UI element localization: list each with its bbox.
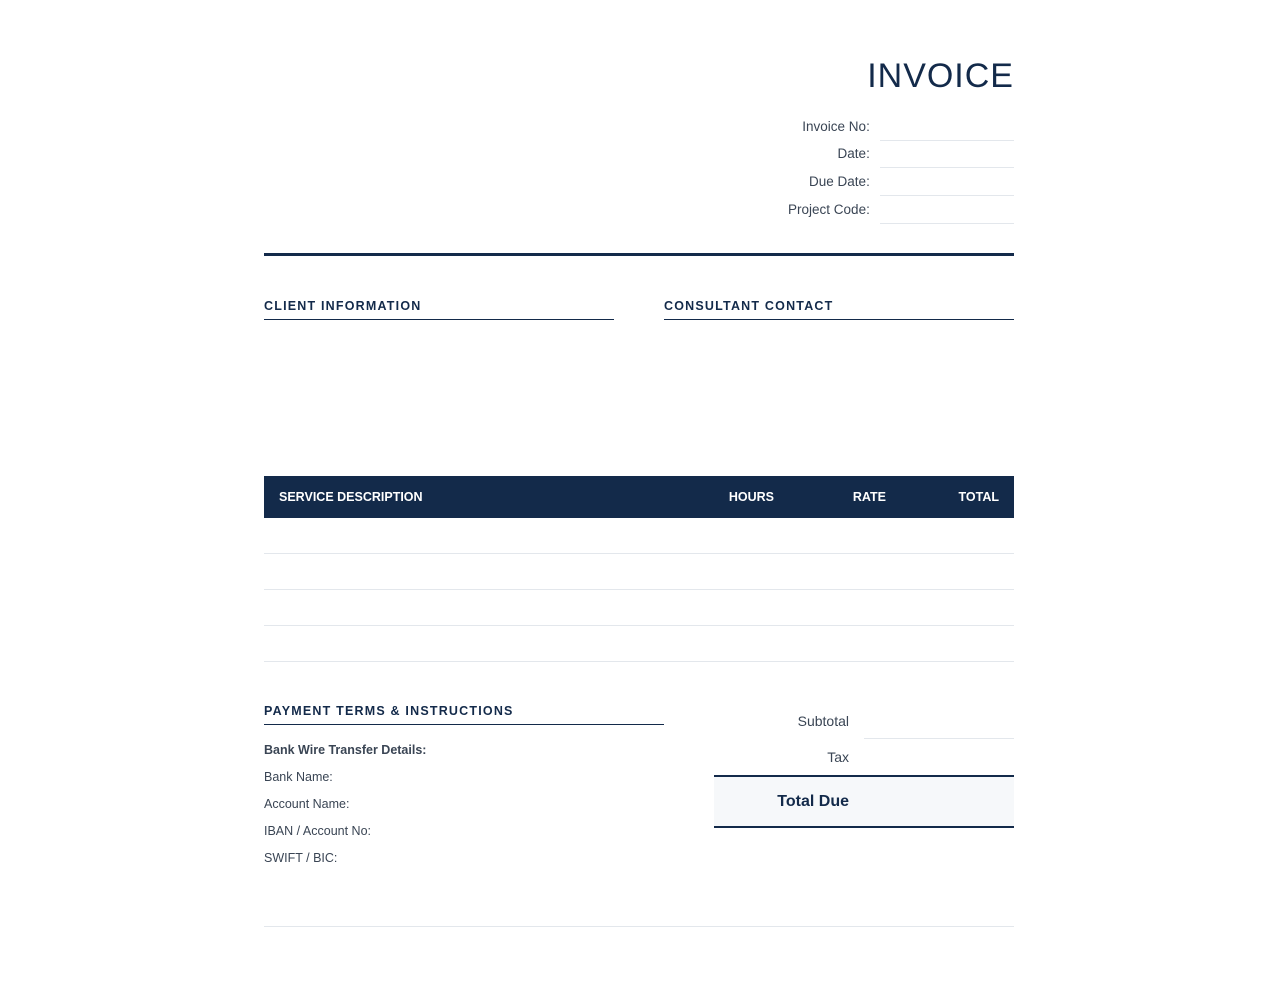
total-column-header: TOTAL [958,490,999,504]
service-description-column-header: SERVICE DESCRIPTION [279,490,423,504]
payment-terms-heading: PAYMENT TERMS & INSTRUCTIONS [264,704,664,725]
bank-wire-details [264,740,426,875]
invoice-no-label: Invoice No: [802,118,870,134]
swift-bic-label: SWIFT / BIC: [264,851,338,865]
date-field[interactable] [880,140,1014,168]
tax-row [714,739,1014,775]
invoice-page [264,0,1014,1002]
tax-label: Tax [827,749,849,765]
date-row [774,141,1014,169]
bank-wire-subheading: Bank Wire Transfer Details: [264,743,427,757]
table-row[interactable] [264,554,1014,590]
total-due-label: Total Due [777,792,849,810]
table-row[interactable] [264,518,1014,554]
service-table [264,476,1014,662]
invoice-title: INVOICE [867,57,1014,95]
invoice-no-row [774,113,1014,141]
date-label: Date: [837,146,870,162]
subtotal-row [714,703,1014,739]
bank-name-label: Bank Name: [264,770,333,784]
due-date-label: Due Date: [809,174,870,190]
subtotal-label: Subtotal [797,713,849,729]
client-information-heading: CLIENT INFORMATION [264,299,614,320]
tax-field[interactable] [864,740,1014,775]
iban-label: IBAN / Account No: [264,824,371,838]
consultant-contact-heading: CONSULTANT CONTACT [664,299,1014,320]
totals-block [714,703,1014,828]
account-name-label: Account Name: [264,797,350,811]
table-row[interactable] [264,590,1014,626]
project-code-label: Project Code: [788,201,870,217]
service-table-header [264,476,1014,518]
project-code-field[interactable] [880,196,1014,224]
due-date-row [774,168,1014,196]
subtotal-field[interactable] [864,703,1014,739]
header-divider [264,253,1014,256]
invoice-meta [774,113,1014,224]
footer-divider [264,926,1014,927]
due-date-field[interactable] [880,168,1014,196]
table-row[interactable] [264,626,1014,662]
rate-column-header: RATE [852,490,886,504]
invoice-no-field[interactable] [880,113,1014,141]
hours-column-header: HOURS [728,490,774,504]
total-due-row [714,775,1014,828]
project-code-row [774,196,1014,224]
